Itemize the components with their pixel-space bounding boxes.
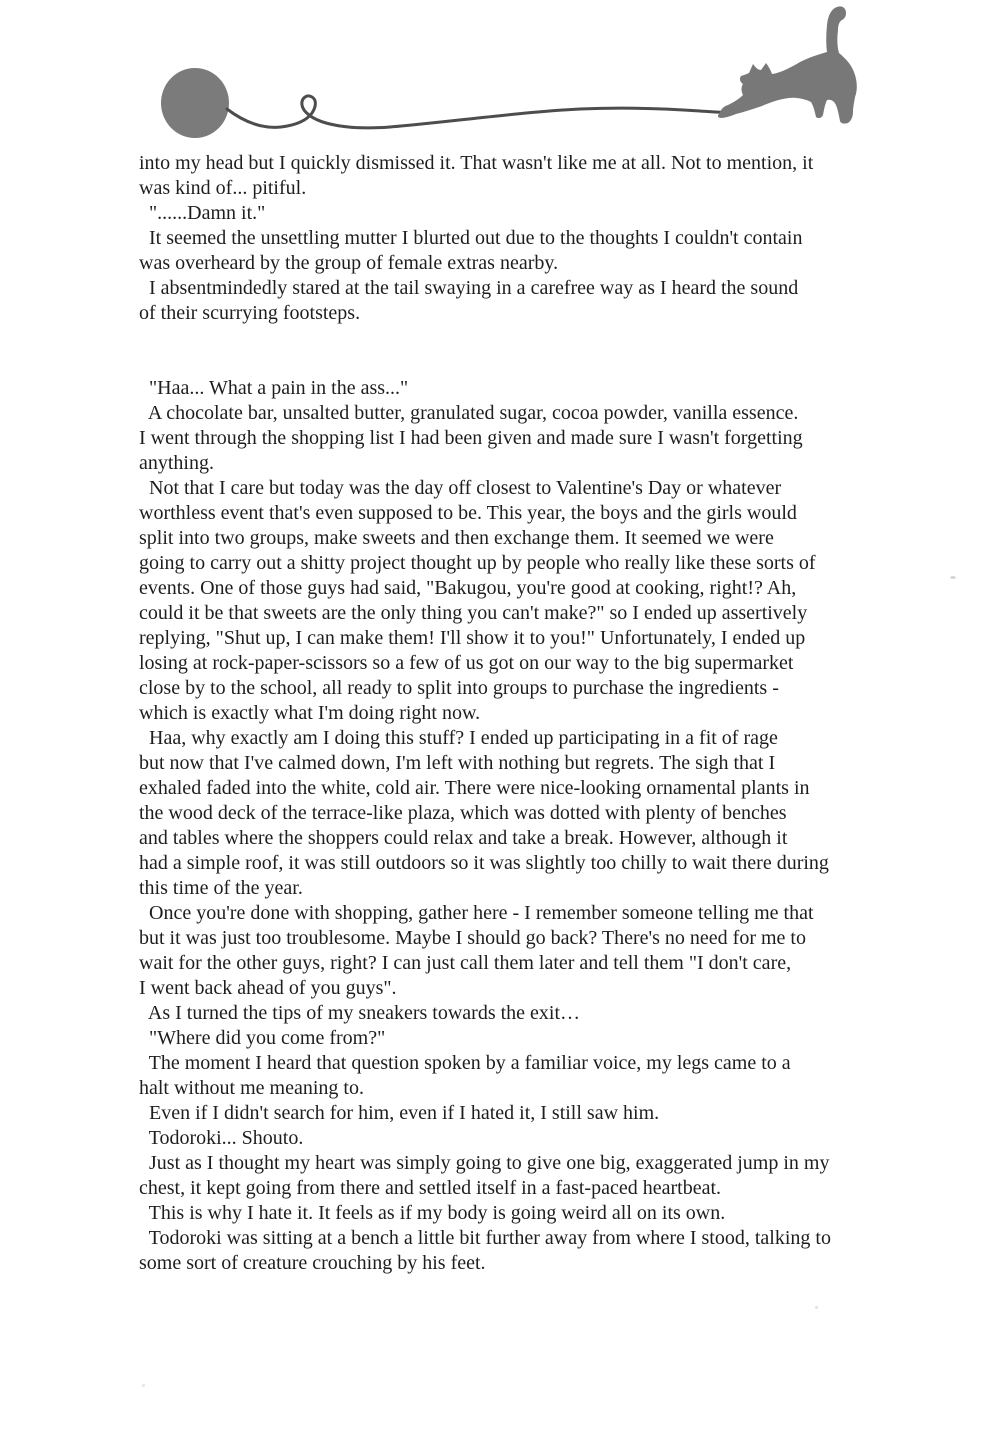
text-line: events. One of those guys had said, "Bakugou, you're good at cooking, right!? Ah,: [139, 577, 797, 599]
text-line: As I turned the tips of my sneakers towards the exit…: [139, 1002, 581, 1024]
text-line: Just as I thought my heart was simply going to give one big, exaggerated jump in my: [139, 1152, 830, 1174]
text-line: chest, it kept going from there and settled itself in a fast-paced heartbeat.: [139, 1177, 722, 1199]
text-line: of their scurrying footsteps.: [139, 302, 361, 324]
scan-speck: [815, 1306, 818, 1309]
text-line: I went through the shopping list I had been given and made sure I wasn't forgetting: [139, 427, 803, 449]
text-line: Todoroki... Shouto.: [139, 1127, 304, 1149]
text-line: Once you're done with shopping, gather here - I remember someone telling me that: [139, 902, 814, 924]
text-line: halt without me meaning to.: [139, 1077, 364, 1099]
yarn-ball-icon: [161, 68, 229, 138]
stretching-cat-icon: [718, 6, 857, 123]
text-line: the wood deck of the terrace-like plaza, which was dotted with plenty of benches: [139, 802, 787, 824]
text-line: but it was just too troublesome. Maybe I should go back? There's no need for me to: [139, 927, 806, 949]
text-line: anything.: [139, 452, 214, 474]
text-line: was overheard by the group of female extras nearby.: [139, 252, 559, 274]
text-line: "Haa... What a pain in the ass...": [139, 377, 409, 399]
text-line: Even if I didn't search for him, even if I hated it, I still saw him.: [139, 1102, 660, 1124]
text-line: I absentmindedly stared at the tail swaying in a carefree way as I heard the sound: [139, 277, 799, 299]
text-line: and tables where the shoppers could relax and take a break. However, although it: [139, 827, 788, 849]
text-line: worthless event that's even supposed to be. This year, the boys and the girls would: [139, 502, 797, 524]
text-line: had a simple roof, it was still outdoors so it was slightly too chilly to wait there during: [139, 852, 829, 874]
text-line: into my head but I quickly dismissed it. That wasn't like me at all. Not to mention, it: [139, 152, 814, 174]
text-line: could it be that sweets are the only thing you can't make?" so I ended up assertively: [139, 602, 808, 624]
text-line: wait for the other guys, right? I can just call them later and tell them "I don't care,: [139, 952, 792, 974]
text-line: close by to the school, all ready to split into groups to purchase the ingredients -: [139, 677, 779, 699]
text-line: Todoroki was sitting at a bench a little bit further away from where I stood, talking to: [139, 1227, 831, 1249]
yarn-string: [227, 96, 727, 128]
text-line: exhaled faded into the white, cold air. There were nice-looking ornamental plants in: [139, 777, 810, 799]
scan-speck: [142, 1384, 145, 1387]
story-text: [139, 151, 939, 1276]
text-line: It seemed the unsettling mutter I blurted out due to the thoughts I couldn't contain: [139, 227, 803, 249]
text-line: Haa, why exactly am I doing this stuff? I ended up participating in a fit of rage: [139, 727, 778, 749]
text-line: some sort of creature crouching by his feet.: [139, 1252, 486, 1274]
text-line: losing at rock-paper-scissors so a few of us got on our way to the big supermarket: [139, 652, 794, 674]
text-line: A chocolate bar, unsalted butter, granulated sugar, cocoa powder, vanilla essence.: [139, 402, 799, 424]
text-line: split into two groups, make sweets and then exchange them. It seemed we were: [139, 527, 774, 549]
cat-and-yarn-header-illustration: [0, 0, 1000, 150]
text-line: The moment I heard that question spoken by a familiar voice, my legs came to a: [139, 1052, 791, 1074]
scan-speck: [950, 576, 956, 579]
text-line: Not that I care but today was the day off closest to Valentine's Day or whatever: [139, 477, 782, 499]
text-line: this time of the year.: [139, 877, 303, 899]
text-line: was kind of... pitiful.: [139, 177, 307, 199]
text-line: replying, "Shut up, I can make them! I'll show it to you!" Unfortunately, I ended up: [139, 627, 806, 649]
text-line: which is exactly what I'm doing right now.: [139, 702, 481, 724]
text-line: "Where did you come from?": [139, 1027, 386, 1049]
text-line: This is why I hate it. It feels as if my body is going weird all on its own.: [139, 1202, 726, 1224]
text-line: [139, 326, 939, 351]
text-line: I went back ahead of you guys".: [139, 977, 397, 999]
text-line: but now that I've calmed down, I'm left with nothing but regrets. The sigh that I: [139, 752, 776, 774]
text-line: [139, 351, 939, 376]
text-line: "......Damn it.": [139, 202, 266, 224]
text-line: going to carry out a shitty project thought up by people who really like these sorts of: [139, 552, 816, 574]
